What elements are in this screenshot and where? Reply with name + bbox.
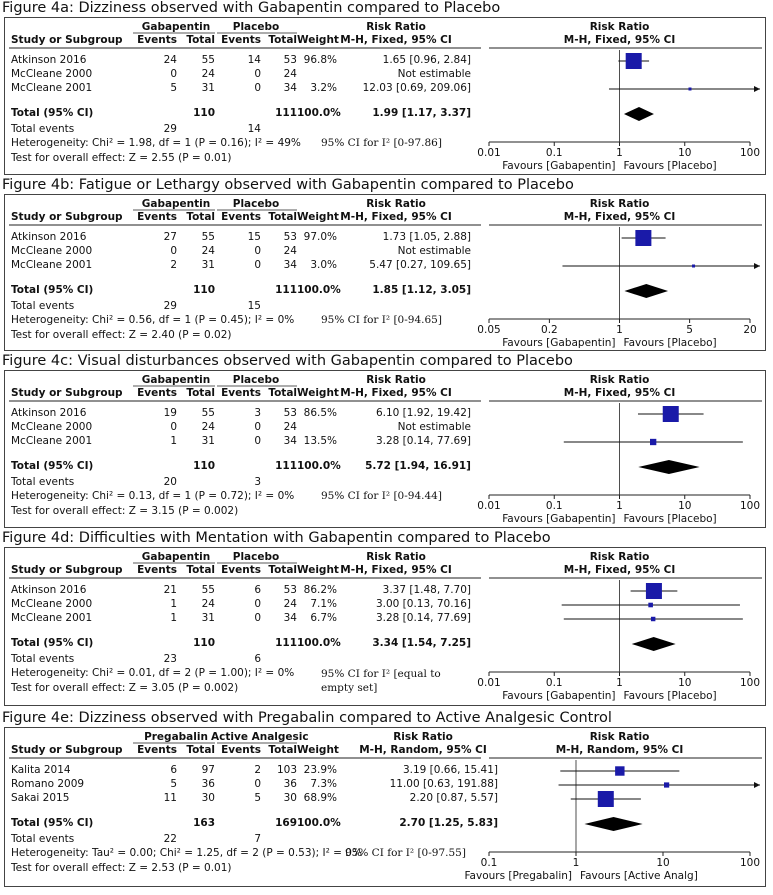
total-1: 24 [201,421,215,433]
events-2: 6 [254,584,261,596]
forest-plot-graphic [5,195,765,350]
total-events-1: 29 [163,123,177,135]
point-estimate-square [663,406,679,422]
favours-left-label: Favours [Gabapentin] [502,513,616,525]
weight: 86.2% [303,584,337,596]
heterogeneity-text: Heterogeneity: Chi² = 0.56, df = 1 (P = 0.45); I² = 0% [11,314,295,326]
study-name: McCleane 2000 [11,68,93,80]
group2-name: Placebo [232,198,280,210]
point-estimate-square [626,53,642,69]
figure-title: Figure 4d: Difficulties with Mentation with Gabapentin compared to Placebo [2,530,551,546]
total-n-2: 111 [275,107,297,119]
group2-name: Placebo [232,374,280,386]
study-name: McCleane 2000 [11,421,93,433]
risk-ratio-ci: 2.20 [0.87, 5.57] [409,792,498,804]
x-tick-label: 0.01 [477,147,501,159]
col-events-1: Events [137,211,177,223]
col-method: M-H, Fixed, 95% CI [340,34,452,46]
heterogeneity-text: Heterogeneity: Chi² = 0.13, df = 1 (P = 0.72); I² = 0% [11,490,295,502]
events-2: 0 [254,245,261,257]
total-events-2: 3 [254,476,261,488]
risk-ratio-ci: Not estimable [397,421,471,433]
table-rr-title: Risk Ratio [366,198,426,210]
total-events-1: 29 [163,300,177,312]
x-tick-label: 0.1 [480,857,498,869]
heterogeneity-text: Heterogeneity: Tau² = 0.00; Chi² = 1.25, df = 2 (P = 0.53); I² = 0% [11,847,362,859]
x-tick-label: 20 [743,324,757,336]
col-total-2: Total [268,34,297,46]
col-study: Study or Subgroup [11,564,123,576]
pooled-diamond [624,284,668,298]
pooled-diamond [638,460,699,474]
col-weight: Weight [297,211,339,223]
events-2: 14 [247,54,261,66]
study-name: Kalita 2014 [11,764,71,776]
risk-ratio-ci: 6.10 [1.92, 19.42] [375,407,471,419]
col-method: M-H, Fixed, 95% CI [340,387,452,399]
total-1: 31 [201,435,215,447]
x-tick-label: 0.2 [541,324,558,336]
plot-method: M-H, Fixed, 95% CI [563,211,676,223]
plot-method: M-H, Fixed, 95% CI [563,564,676,576]
events-2: 0 [254,259,261,271]
x-tick-label: 5 [686,324,693,336]
col-total-2: Total [268,211,297,223]
point-estimate-square [688,88,691,91]
plot-rr-title: Risk Ratio [589,551,650,563]
total-rr-ci: 1.99 [1.17, 3.37] [372,107,471,119]
col-study: Study or Subgroup [11,211,123,223]
col-weight: Weight [297,564,339,576]
total-2: 53 [283,584,297,596]
total-2: 24 [283,245,297,257]
total-label: Total (95% CI) [11,637,94,649]
plot-rr-title: Risk Ratio [589,731,650,743]
total-events-label: Total events [11,300,75,312]
total-1: 55 [201,584,215,596]
total-events-1: 22 [163,833,177,845]
weight: 96.8% [303,54,337,66]
x-tick-label: 100 [739,677,761,689]
col-total-2: Total [268,564,297,576]
favours-right-label: Favours [Placebo] [623,160,717,172]
favours-right-label: Favours [Placebo] [623,513,717,525]
forest-plot-panel [4,17,766,175]
x-tick-label: 10 [656,857,670,869]
total-label: Total (95% CI) [11,460,94,472]
total-label: Total (95% CI) [11,817,94,829]
events-1: 11 [163,792,177,804]
overall-effect-text: Test for overall effect: Z = 2.53 (P = 0.01) [11,862,232,874]
point-estimate-square [692,265,695,268]
col-events-1: Events [137,564,177,576]
study-name: Sakai 2015 [11,792,70,804]
total-events-2: 15 [247,300,261,312]
total-events-label: Total events [11,833,75,845]
total-2: 53 [283,54,297,66]
favours-left-label: Favours [Pregabalin] [464,870,572,882]
x-tick-label: 0.01 [477,677,501,689]
weight: 13.5% [303,435,337,447]
events-2: 0 [254,68,261,80]
total-1: 31 [201,259,215,271]
weight: 6.7% [310,612,337,624]
point-estimate-square [646,583,662,599]
weight: 3.0% [310,259,337,271]
overall-effect-text: Test for overall effect: Z = 2.55 (P = 0.01) [11,152,232,164]
events-2: 15 [247,231,261,243]
total-1: 55 [201,407,215,419]
risk-ratio-ci: Not estimable [397,245,471,257]
col-total-1: Total [186,34,215,46]
risk-ratio-ci: 3.28 [0.14, 77.69] [375,612,471,624]
pooled-diamond [632,637,676,651]
total-1: 55 [201,54,215,66]
figure-title: Figure 4c: Visual disturbances observed with Gabapentin compared to Placebo [2,353,573,369]
total-1: 24 [201,245,215,257]
total-2: 103 [276,764,297,776]
total-events-2: 7 [254,833,261,845]
group2-name: Placebo [232,551,280,563]
plot-rr-title: Risk Ratio [589,198,650,210]
col-total-1: Total [186,564,215,576]
x-tick-label: 10 [678,147,692,159]
total-events-2: 14 [247,123,261,135]
total-2: 34 [283,82,297,94]
weight: 68.9% [303,792,337,804]
plot-method: M-H, Fixed, 95% CI [563,34,676,46]
total-1: 24 [201,598,215,610]
total-2: 30 [283,792,297,804]
total-2: 34 [283,612,297,624]
x-tick-label: 0.1 [545,500,563,512]
col-events-2: Events [221,564,261,576]
overall-effect-text: Test for overall effect: Z = 2.40 (P = 0.02) [11,329,232,341]
col-method: M-H, Fixed, 95% CI [340,211,452,223]
events-2: 0 [254,612,261,624]
favours-left-label: Favours [Gabapentin] [502,690,616,702]
col-total-2: Total [268,387,297,399]
point-estimate-square [598,791,614,807]
total-label: Total (95% CI) [11,107,94,119]
weight: 97.0% [303,231,337,243]
i2-ci-note: 95% CI for I² [0-94.65] [321,314,442,326]
total-1: 24 [201,68,215,80]
col-events-1: Events [137,744,177,756]
risk-ratio-ci: 3.19 [0.66, 15.41] [402,764,498,776]
col-weight: Weight [297,387,339,399]
risk-ratio-ci: 12.03 [0.69, 209.06] [362,82,471,94]
forest-plot-panel [4,370,766,528]
total-label: Total (95% CI) [11,284,94,296]
risk-ratio-ci: 3.37 [1.48, 7.70] [382,584,471,596]
group1-name: Pregabalin [144,731,208,743]
total-events-1: 20 [163,476,177,488]
favours-left-label: Favours [Gabapentin] [502,160,616,172]
study-name: Romano 2009 [11,778,85,790]
x-tick-label: 0.1 [545,147,563,159]
risk-ratio-ci: 3.00 [0.13, 70.16] [375,598,471,610]
i2-ci-note: 95% CI for I² [0-94.44] [321,490,442,502]
x-tick-label: 10 [678,500,692,512]
events-2: 2 [254,764,261,776]
weight: 3.2% [310,82,337,94]
ci-overflow-arrow [754,263,760,269]
total-2: 53 [283,231,297,243]
x-tick-label: 1 [616,324,623,336]
total-1: 97 [201,764,215,776]
favours-right-label: Favours [Active Analg] [580,870,698,882]
weight: 23.9% [303,764,337,776]
total-2: 34 [283,435,297,447]
plot-method: M-H, Random, 95% CI [555,744,684,756]
col-total-1: Total [186,744,215,756]
overall-effect-text: Test for overall effect: Z = 3.05 (P = 0.002) [11,682,239,694]
events-1: 1 [170,435,177,447]
total-weight: 100.0% [297,107,341,119]
heterogeneity-text: Heterogeneity: Chi² = 1.98, df = 1 (P = 0.16); I² = 49% [11,137,301,149]
events-2: 0 [254,435,261,447]
forest-plot-graphic [5,371,765,527]
x-tick-label: 0.01 [477,500,501,512]
events-1: 0 [170,245,177,257]
col-weight: Weight [297,34,339,46]
forest-plot-graphic [5,548,765,705]
plot-rr-title: Risk Ratio [589,374,650,386]
x-tick-label: 0.05 [477,324,501,336]
total-1: 30 [201,792,215,804]
total-n-2: 169 [275,817,297,829]
group2-name: Placebo [232,21,280,33]
x-tick-label: 100 [739,147,761,159]
risk-ratio-ci: Not estimable [397,68,471,80]
study-name: Atkinson 2016 [11,407,87,419]
events-2: 3 [254,407,261,419]
events-2: 5 [254,792,261,804]
col-study: Study or Subgroup [11,34,123,46]
x-tick-label: 100 [739,500,761,512]
col-study: Study or Subgroup [11,744,123,756]
study-name: McCleane 2001 [11,435,93,447]
favours-left-label: Favours [Gabapentin] [502,337,616,349]
events-2: 0 [254,778,261,790]
total-weight: 100.0% [297,817,341,829]
favours-right-label: Favours [Placebo] [623,690,717,702]
col-method: M-H, Fixed, 95% CI [340,564,452,576]
events-1: 24 [163,54,177,66]
events-1: 19 [163,407,177,419]
events-1: 1 [170,612,177,624]
i2-ci-note: 95% CI for I² [equal to empty set] [321,668,441,694]
total-1: 31 [201,82,215,94]
col-events-2: Events [221,211,261,223]
forest-plot-panel [4,727,766,887]
total-n-2: 111 [275,637,297,649]
total-events-label: Total events [11,476,75,488]
total-rr-ci: 5.72 [1.94, 16.91] [365,460,471,472]
total-n-1: 110 [193,107,215,119]
total-weight: 100.0% [297,284,341,296]
ci-overflow-arrow [754,86,760,92]
total-events-1: 23 [163,653,177,665]
x-tick-label: 1 [616,147,623,159]
overall-effect-text: Test for overall effect: Z = 3.15 (P = 0.002) [11,505,239,517]
total-2: 53 [283,407,297,419]
x-tick-label: 1 [616,500,623,512]
forest-plot-graphic [5,728,765,886]
plot-rr-title: Risk Ratio [589,21,650,33]
col-events-1: Events [137,34,177,46]
point-estimate-square [635,230,651,246]
figure-title: Figure 4a: Dizziness observed with Gabapentin compared to Placebo [2,0,501,16]
pooled-diamond [624,107,654,121]
study-name: Atkinson 2016 [11,584,87,596]
col-weight: Weight [297,744,339,756]
point-estimate-square [648,603,653,608]
total-2: 24 [283,421,297,433]
i2-ci-note: 95% CI for I² [0-97.86] [321,137,442,149]
point-estimate-square [650,439,656,445]
total-rr-ci: 1.85 [1.12, 3.05] [372,284,471,296]
col-study: Study or Subgroup [11,387,123,399]
group2-name: Active Analgesic [211,731,309,743]
study-name: McCleane 2001 [11,259,93,271]
total-n-2: 111 [275,284,297,296]
x-tick-label: 10 [678,677,692,689]
events-1: 5 [170,82,177,94]
total-1: 36 [201,778,215,790]
weight: 7.3% [310,778,337,790]
risk-ratio-ci: 3.28 [0.14, 77.69] [375,435,471,447]
forest-plot-graphic [5,18,765,174]
heterogeneity-text: Heterogeneity: Chi² = 0.01, df = 2 (P = 1.00); I² = 0% [11,667,295,679]
total-n-1: 110 [193,460,215,472]
pooled-diamond [584,817,642,831]
table-rr-title: Risk Ratio [366,551,426,563]
events-2: 0 [254,598,261,610]
figure-title: Figure 4e: Dizziness observed with Pregabalin compared to Active Analgesic Control [2,710,612,726]
x-tick-label: 0.1 [545,677,563,689]
group1-name: Gabapentin [141,21,211,33]
risk-ratio-ci: 1.73 [1.05, 2.88] [382,231,471,243]
total-n-1: 110 [193,637,215,649]
total-events-label: Total events [11,653,75,665]
total-2: 24 [283,598,297,610]
weight: 86.5% [303,407,337,419]
total-n-1: 110 [193,284,215,296]
study-name: Atkinson 2016 [11,231,87,243]
point-estimate-square [651,617,655,621]
col-method: M-H, Random, 95% CI [359,744,487,756]
events-2: 0 [254,421,261,433]
total-rr-ci: 3.34 [1.54, 7.25] [372,637,471,649]
i2-ci-note: 95% CI for I² [0-97.55] [345,847,466,859]
col-total-1: Total [186,211,215,223]
risk-ratio-ci: 11.00 [0.63, 191.88] [389,778,498,790]
x-tick-label: 1 [616,677,623,689]
events-1: 1 [170,598,177,610]
col-total-1: Total [186,387,215,399]
total-events-2: 6 [254,653,261,665]
total-1: 55 [201,231,215,243]
events-1: 21 [163,584,177,596]
col-events-2: Events [221,387,261,399]
favours-right-label: Favours [Placebo] [623,337,717,349]
col-events-2: Events [221,34,261,46]
x-tick-label: 100 [739,857,761,869]
table-rr-title: Risk Ratio [366,374,426,386]
weight: 7.1% [310,598,337,610]
events-1: 0 [170,421,177,433]
col-events-1: Events [137,387,177,399]
point-estimate-square [615,766,624,775]
study-name: McCleane 2001 [11,612,93,624]
events-1: 2 [170,259,177,271]
x-tick-label: 1 [572,857,580,869]
total-2: 24 [283,68,297,80]
events-1: 27 [163,231,177,243]
total-2: 34 [283,259,297,271]
point-estimate-square [664,782,669,787]
study-name: McCleane 2001 [11,82,93,94]
total-weight: 100.0% [297,460,341,472]
col-events-2: Events [221,744,261,756]
total-events-label: Total events [11,123,75,135]
ci-overflow-arrow [754,782,760,788]
forest-plot-panel [4,194,766,351]
study-name: McCleane 2000 [11,245,93,257]
study-name: Atkinson 2016 [11,54,87,66]
total-n-2: 111 [275,460,297,472]
figure-title: Figure 4b: Fatigue or Lethargy observed with Gabapentin compared to Placebo [2,177,574,193]
study-name: McCleane 2000 [11,598,93,610]
col-total-2: Total [268,744,297,756]
table-rr-title: Risk Ratio [366,21,426,33]
group1-name: Gabapentin [141,551,211,563]
events-1: 5 [170,778,177,790]
events-1: 0 [170,68,177,80]
events-2: 0 [254,82,261,94]
group1-name: Gabapentin [141,198,211,210]
plot-method: M-H, Fixed, 95% CI [563,387,676,399]
table-rr-title: Risk Ratio [393,731,453,743]
events-1: 6 [170,764,177,776]
total-n-1: 163 [193,817,215,829]
group1-name: Gabapentin [141,374,211,386]
total-2: 36 [283,778,297,790]
forest-plot-panel [4,547,766,706]
total-weight: 100.0% [297,637,341,649]
total-1: 31 [201,612,215,624]
risk-ratio-ci: 1.65 [0.96, 2.84] [382,54,471,66]
total-rr-ci: 2.70 [1.25, 5.83] [399,817,498,829]
risk-ratio-ci: 5.47 [0.27, 109.65] [369,259,471,271]
